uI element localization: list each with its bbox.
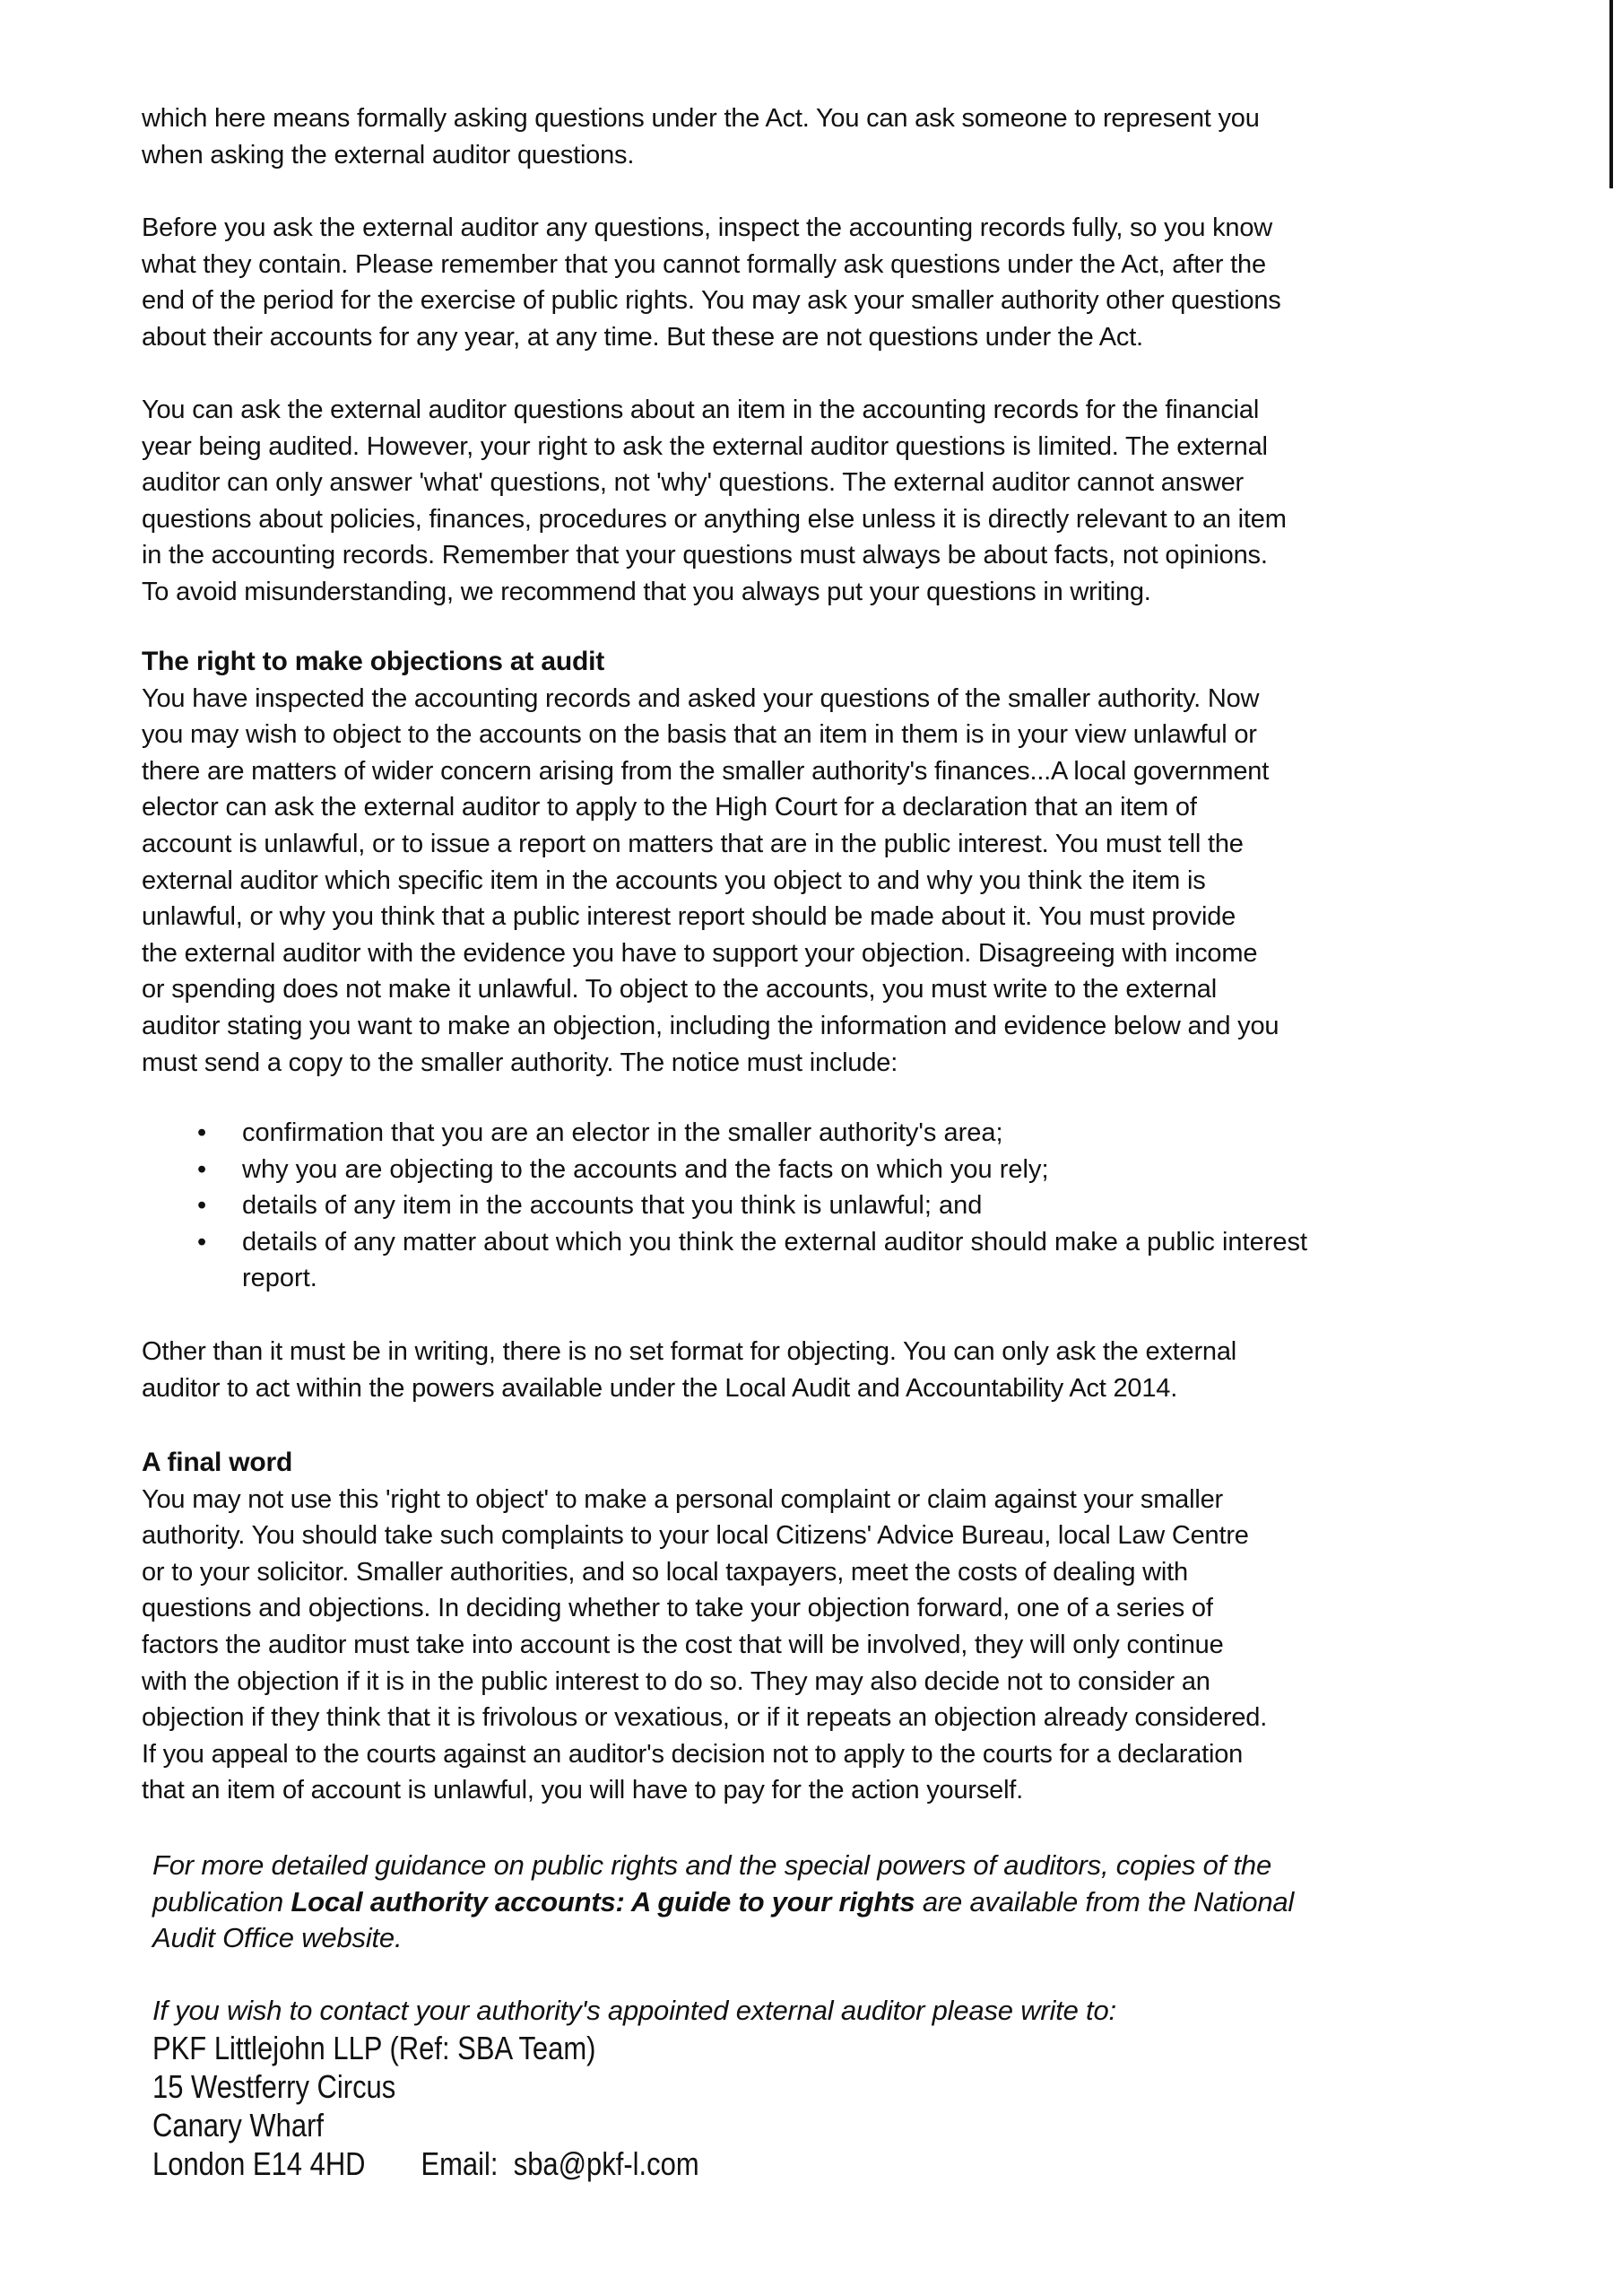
text-line: you may wish to object to the accounts on the basis that an item in them is in your view unlawful or <box>142 720 1257 750</box>
text-line: elector can ask the external auditor to apply to the High Court for a declaration that an item of <box>142 793 1197 822</box>
list-item-text: details of any matter about which you think the external auditor should make a public interest <box>242 1227 1308 1257</box>
text-line: auditor stating you want to make an objection, including the information and evidence below and you <box>142 1011 1279 1040</box>
text-line <box>152 1884 1551 1921</box>
text-line: that an item of account is unlawful, you will have to pay for the action yourself. <box>142 1776 1024 1805</box>
list-item-text: report. <box>242 1264 317 1293</box>
list-item <box>142 1152 1540 1188</box>
text-line: objection if they think that it is frivolous or vexatious, or if it repeats an objection already considered. <box>142 1703 1268 1733</box>
text-line: there are matters of wider concern arising from the smaller authority's finances...A local government <box>142 756 1270 786</box>
margin-rule <box>1609 0 1613 188</box>
paragraph-representation <box>142 100 1540 173</box>
text-line: about their accounts for any year, at any time. But these are not questions under the Act. <box>142 322 1143 352</box>
text-line: account is unlawful, or to issue a report on matters that are in the public interest. You must tell the <box>142 829 1244 858</box>
paragraph-questions-limits <box>142 392 1540 611</box>
list-item-text: why you are objecting to the accounts and the facts on which you rely; <box>242 1154 1049 1184</box>
text-line: For more detailed guidance on public rights and the special powers of auditors, copies of the <box>152 1849 1271 1881</box>
list-item <box>142 1115 1540 1152</box>
bullet-icon: • <box>197 1227 207 1257</box>
text-line: end of the period for the exercise of public rights. You may ask your smaller authority other questions <box>142 286 1281 316</box>
section-heading: The right to make objections at audit <box>142 647 604 676</box>
text-line: You can ask the external auditor questions about an item in the accounting records for the financial <box>142 396 1260 424</box>
email-label: Email: <box>421 2145 499 2182</box>
text-line: auditor can only answer 'what' questions, not 'why' questions. The external auditor cannot answer <box>142 468 1244 498</box>
contact-intro <box>152 1993 1551 2030</box>
text-line: the external auditor with the evidence you have to support your objection. Disagreeing with income <box>142 938 1258 968</box>
auditor-name: PKF Littlejohn LLP (Ref: SBA Team) <box>152 2030 596 2066</box>
address-line: 15 Westferry Circus <box>152 2068 396 2105</box>
text-line: Before you ask the external auditor any questions, inspect the accounting records fully, so you know <box>142 213 1273 242</box>
text-line: If you wish to contact your authority's appointed external auditor please write to: <box>152 1995 1116 2026</box>
address-line <box>152 2144 699 2183</box>
text-line: when asking the external auditor questions. <box>142 140 635 170</box>
text-line: or spending does not make it unlawful. To object to the accounts, you must write to the external <box>142 975 1217 1004</box>
city-postcode: London E14 4HD <box>152 2145 366 2182</box>
publication-title: Local authority accounts: A guide to your rights <box>291 1885 915 1918</box>
text-line: in the accounting records. Remember that your questions must always be about facts, not opinions. <box>142 541 1268 570</box>
text-line: unlawful, or why you think that a public interest report should be made about it. You must provide <box>142 902 1236 932</box>
text-fragment: publication <box>152 1885 291 1918</box>
section-heading: A final word <box>142 1448 293 1477</box>
text-line: To avoid misunderstanding, we recommend that you always put your questions in writing. <box>142 577 1151 606</box>
text-line: You may not use this 'right to object' to make a personal complaint or claim against your smaller <box>142 1484 1223 1514</box>
address-line: Canary Wharf <box>152 2107 324 2144</box>
text-line: or to your solicitor. Smaller authorities, and so local taxpayers, meet the costs of dealing with <box>142 1557 1188 1587</box>
text-fragment: are available from the National <box>915 1885 1295 1918</box>
paragraph-inspect-first <box>142 210 1540 355</box>
text-line: must send a copy to the smaller authority. The notice must include: <box>142 1048 898 1077</box>
list-item-continuation <box>142 1260 1540 1297</box>
list-item-text: confirmation that you are an elector in the smaller authority's area; <box>242 1118 1003 1147</box>
text-line: questions about policies, finances, procedures or anything else unless it is directly relevant to an item <box>142 504 1287 534</box>
list-item <box>142 1224 1540 1261</box>
contact-address <box>152 2029 699 2183</box>
text-line: You have inspected the accounting records and asked your questions of the smaller authority. Now <box>142 683 1260 713</box>
guidance-note <box>152 1848 1551 1957</box>
email-link[interactable]: sba@pkf-l.com <box>513 2145 699 2182</box>
text-line: year being audited. However, your right to ask the external auditor questions is limited. The external <box>142 431 1268 461</box>
section-final-word <box>142 1445 1540 1809</box>
text-line: Audit Office website. <box>152 1922 403 1954</box>
bullet-icon: • <box>197 1154 207 1184</box>
list-item <box>142 1187 1540 1224</box>
bullet-icon: • <box>197 1191 207 1221</box>
paragraph-no-set-format <box>142 1334 1540 1406</box>
text-line: with the objection if it is in the public interest to do so. They may also decide not to consider an <box>142 1666 1210 1696</box>
text-line: which here means formally asking questions under the Act. You can ask someone to represent you <box>142 104 1260 133</box>
section-objections <box>142 644 1540 1081</box>
text-line: Other than it must be in writing, there is no set format for objecting. You can only ask the external <box>142 1337 1237 1366</box>
list-item-text: details of any item in the accounts that you think is unlawful; and <box>242 1191 983 1221</box>
notice-requirements-list <box>142 1115 1540 1297</box>
text-line: factors the auditor must take into account is the cost that will be involved, they will only continue <box>142 1630 1224 1659</box>
text-line: questions and objections. In deciding whether to take your objection forward, one of a series of <box>142 1594 1213 1623</box>
text-line: external auditor which specific item in the accounts you object to and why you think the item is <box>142 865 1206 895</box>
bullet-icon: • <box>197 1118 207 1147</box>
text-line: what they contain. Please remember that you cannot formally ask questions under the Act, after the <box>142 249 1266 279</box>
text-line: auditor to act within the powers available under the Local Audit and Accountability Act 2014. <box>142 1373 1178 1403</box>
text-line: If you appeal to the courts against an auditor's decision not to apply to the courts for a declaration <box>142 1739 1244 1769</box>
text-line: authority. You should take such complaints to your local Citizens' Advice Bureau, local Law Centre <box>142 1521 1249 1551</box>
